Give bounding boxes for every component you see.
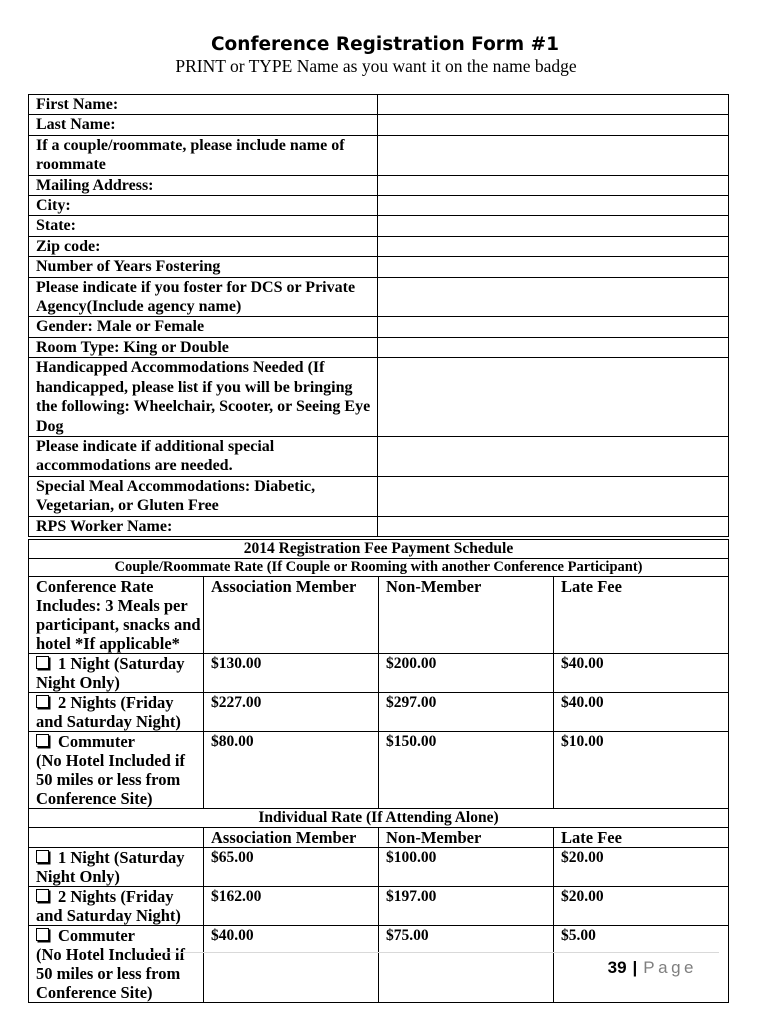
fee-option-note: (No Hotel Included if 50 miles or less from Conference Site) <box>36 945 185 1002</box>
col-non-member: Non-Member <box>379 577 554 654</box>
individual-rate-heading: Individual Rate (If Attending Alone) <box>29 809 729 828</box>
fee-option <box>29 693 204 732</box>
page-number: 39 <box>607 958 627 977</box>
late-fee-price: $10.00 <box>554 732 729 809</box>
fee-option <box>29 926 204 1003</box>
nonmember-price: $197.00 <box>379 887 554 926</box>
table-row <box>29 654 729 693</box>
field-label: If a couple/roommate, please include name of roommate <box>29 135 378 175</box>
field-label: Last Name: <box>29 115 378 135</box>
fee-option-label: 2 Nights (Friday and Saturday Night) <box>36 693 181 731</box>
col-association-member: Association Member <box>204 828 379 848</box>
field-label: First Name: <box>29 95 378 115</box>
fee-option-label: 2 Nights (Friday and Saturday Night) <box>36 887 181 925</box>
table-row <box>29 95 729 115</box>
field-label: Handicapped Accommodations Needed (If handicapped, please list if you will be bringing the following: Wheelchair, Scooter, or Seeing Eye Dog <box>29 358 378 437</box>
checkbox-icon[interactable] <box>36 695 49 708</box>
field-label: Please indicate if additional special accommodations are needed. <box>29 436 378 476</box>
association-price: $80.00 <box>204 732 379 809</box>
page-footer <box>608 958 697 978</box>
empty-cell <box>29 828 204 848</box>
field-input-cell[interactable] <box>378 358 729 437</box>
field-input-cell[interactable] <box>378 277 729 317</box>
field-input-cell[interactable] <box>378 216 729 236</box>
table-row <box>29 476 729 516</box>
nonmember-price: $150.00 <box>379 732 554 809</box>
nonmember-price: $100.00 <box>379 848 554 887</box>
field-input-cell[interactable] <box>378 135 729 175</box>
late-fee-price: $5.00 <box>554 926 729 1003</box>
checkbox-icon[interactable] <box>36 928 49 941</box>
footer-divider <box>137 952 719 953</box>
fee-option <box>29 654 204 693</box>
field-label: Mailing Address: <box>29 175 378 195</box>
individual-column-header-row <box>29 828 729 848</box>
checkbox-icon[interactable] <box>36 734 49 747</box>
fee-schedule-table <box>28 539 729 1003</box>
page-subtitle: PRINT or TYPE Name as you want it on the name badge <box>175 56 577 76</box>
page-label: Page <box>643 958 697 977</box>
couple-rate-heading-row <box>29 559 729 577</box>
table-row <box>29 135 729 175</box>
footer-separator: | <box>632 958 638 977</box>
fee-schedule-title: 2014 Registration Fee Payment Schedule <box>29 540 729 559</box>
nonmember-price: $297.00 <box>379 693 554 732</box>
col-association-member: Association Member <box>204 577 379 654</box>
couple-includes-text: Conference Rate Includes: 3 Meals per participant, snacks and hotel *If applicable* <box>29 577 204 654</box>
table-row <box>29 337 729 357</box>
field-input-cell[interactable] <box>378 516 729 536</box>
fee-option <box>29 732 204 809</box>
checkbox-icon[interactable] <box>36 656 49 669</box>
association-price: $227.00 <box>204 693 379 732</box>
association-price: $40.00 <box>204 926 379 1003</box>
table-row <box>29 257 729 277</box>
nonmember-price: $75.00 <box>379 926 554 1003</box>
fee-option-note: (No Hotel Included if 50 miles or less from Conference Site) <box>36 751 185 808</box>
field-input-cell[interactable] <box>378 236 729 256</box>
table-row <box>29 317 729 337</box>
field-input-cell[interactable] <box>378 257 729 277</box>
fee-option-label: 1 Night (Saturday Night Only) <box>36 654 185 692</box>
field-label: RPS Worker Name: <box>29 516 378 536</box>
registrant-info-table <box>28 94 729 537</box>
field-label: Gender: Male or Female <box>29 317 378 337</box>
field-input-cell[interactable] <box>378 196 729 216</box>
table-row <box>29 693 729 732</box>
field-label: Special Meal Accommodations: Diabetic, Vegetarian, or Gluten Free <box>29 476 378 516</box>
checkbox-icon[interactable] <box>36 850 49 863</box>
field-label: Number of Years Fostering <box>29 257 378 277</box>
field-input-cell[interactable] <box>378 317 729 337</box>
table-row <box>29 887 729 926</box>
table-row <box>29 175 729 195</box>
nonmember-price: $200.00 <box>379 654 554 693</box>
field-label: Please indicate if you foster for DCS or Private Agency(Include agency name) <box>29 277 378 317</box>
col-non-member: Non-Member <box>379 828 554 848</box>
field-label: Zip code: <box>29 236 378 256</box>
fee-option-label: Commuter <box>58 732 135 751</box>
association-price: $130.00 <box>204 654 379 693</box>
field-input-cell[interactable] <box>378 115 729 135</box>
table-row <box>29 848 729 887</box>
late-fee-price: $20.00 <box>554 887 729 926</box>
field-input-cell[interactable] <box>378 337 729 357</box>
field-input-cell[interactable] <box>378 436 729 476</box>
couple-column-header-row <box>29 577 729 654</box>
table-row <box>29 732 729 809</box>
fee-option <box>29 887 204 926</box>
col-late-fee: Late Fee <box>554 577 729 654</box>
association-price: $65.00 <box>204 848 379 887</box>
couple-rate-heading: Couple/Roommate Rate (If Couple or Rooming with another Conference Participant) <box>29 559 729 577</box>
field-input-cell[interactable] <box>378 175 729 195</box>
table-row <box>29 277 729 317</box>
association-price: $162.00 <box>204 887 379 926</box>
table-row <box>29 236 729 256</box>
field-label: City: <box>29 196 378 216</box>
fee-option-label: 1 Night (Saturday Night Only) <box>36 848 185 886</box>
late-fee-price: $40.00 <box>554 693 729 732</box>
fee-option <box>29 848 204 887</box>
late-fee-price: $20.00 <box>554 848 729 887</box>
field-input-cell[interactable] <box>378 95 729 115</box>
page-title: Conference Registration Form #1 <box>210 34 559 55</box>
individual-rate-heading-row <box>29 809 729 828</box>
fee-option-label: Commuter <box>58 926 135 945</box>
table-row <box>29 436 729 476</box>
late-fee-price: $40.00 <box>554 654 729 693</box>
table-row <box>29 516 729 536</box>
field-label: State: <box>29 216 378 236</box>
table-row <box>29 115 729 135</box>
checkbox-icon[interactable] <box>36 889 49 902</box>
col-late-fee: Late Fee <box>554 828 729 848</box>
table-row <box>29 358 729 437</box>
table-row <box>29 216 729 236</box>
field-label: Room Type: King or Double <box>29 337 378 357</box>
fee-schedule-title-row <box>29 540 729 559</box>
field-input-cell[interactable] <box>378 476 729 516</box>
table-row <box>29 196 729 216</box>
